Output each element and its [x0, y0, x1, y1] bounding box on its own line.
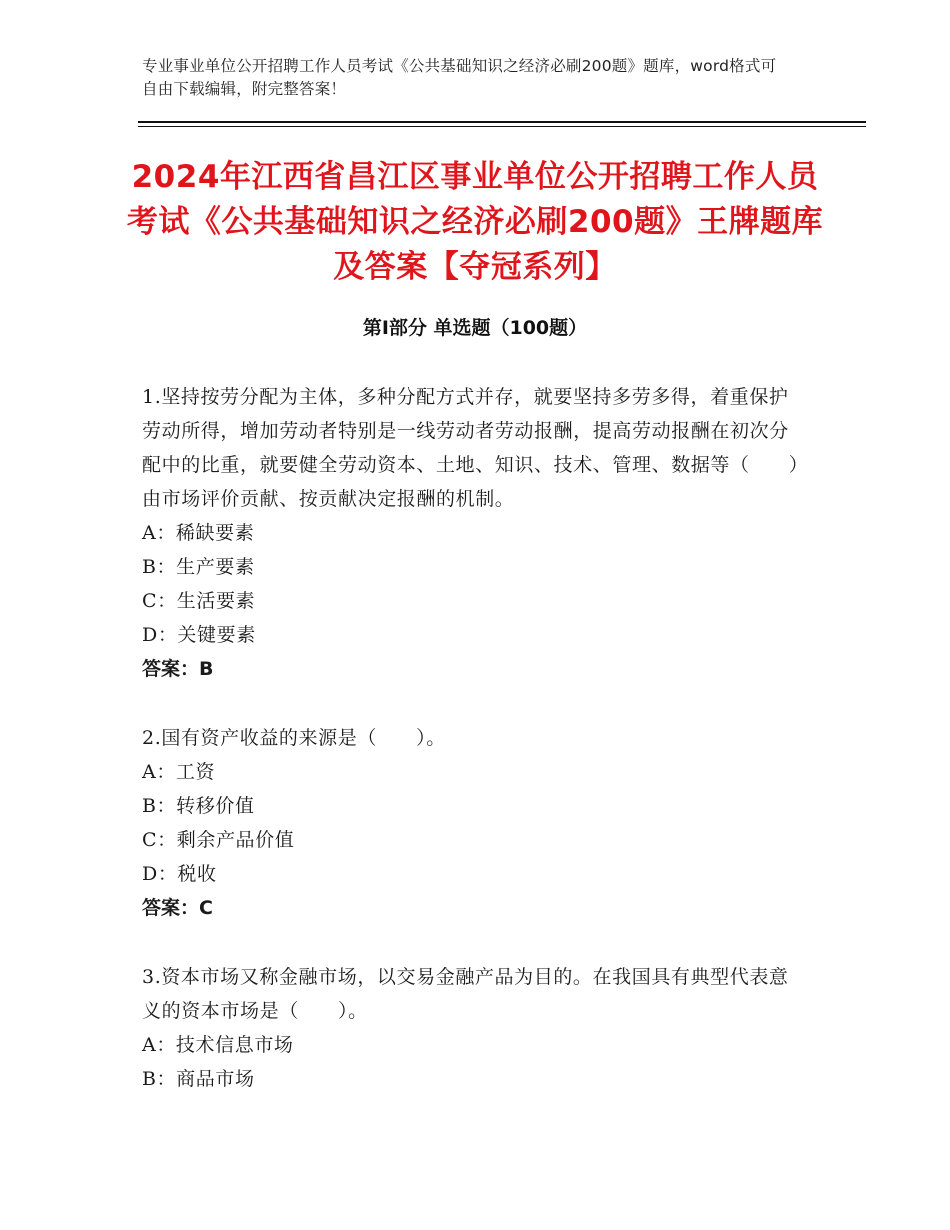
option-d: D：关键要素: [142, 624, 256, 646]
option-b: B：生产要素: [142, 556, 255, 578]
header-divider-thick: [138, 121, 866, 123]
option-a: A：技术信息市场: [142, 1034, 294, 1056]
answer-label: 答案：B: [142, 658, 214, 680]
question-stem: 3.资本市场又称金融市场，以交易金融产品为目的。在我国具有典型代表意义的资本市场是（ ）。: [142, 966, 789, 1022]
document-title: 2024年江西省昌江区事业单位公开招聘工作人员考试《公共基础知识之经济必刷200题》王牌题库及答案【夺冠系列】: [126, 159, 824, 285]
answer-label: 答案：C: [142, 897, 213, 919]
option-c: C：生活要素: [142, 590, 256, 612]
section-heading: 第Ⅰ部分 单选题（100题）: [362, 317, 588, 339]
question-stem: 1.坚持按劳分配为主体，多种分配方式并存，就要坚持多劳多得，着重保护劳动所得，增加劳动者特别是一线劳动者劳动报酬，提高劳动报酬在初次分配中的比重，就要健全劳动资本、土地、知识、技术、管理、数据等（ ）由市场评价贡献、按贡献决定报酬的机制。: [142, 386, 799, 510]
option-a: A：工资: [142, 761, 216, 783]
question-stem: 2.国有资产收益的来源是（ ）。: [142, 727, 446, 749]
option-b: B：商品市场: [142, 1068, 255, 1090]
header-divider-thin: [138, 126, 866, 127]
question-2: [142, 721, 802, 925]
option-a: A：稀缺要素: [142, 522, 255, 544]
header-note: 专业事业单位公开招聘工作人员考试《公共基础知识之经济必刷200题》题库，word格式可自由下载编辑，附完整答案！: [142, 57, 777, 98]
option-b: B：转移价值: [142, 795, 255, 817]
option-c: C：剩余产品价值: [142, 829, 295, 851]
option-d: D：税收: [142, 863, 217, 885]
question-3: [142, 960, 802, 1096]
question-1: [142, 380, 802, 686]
